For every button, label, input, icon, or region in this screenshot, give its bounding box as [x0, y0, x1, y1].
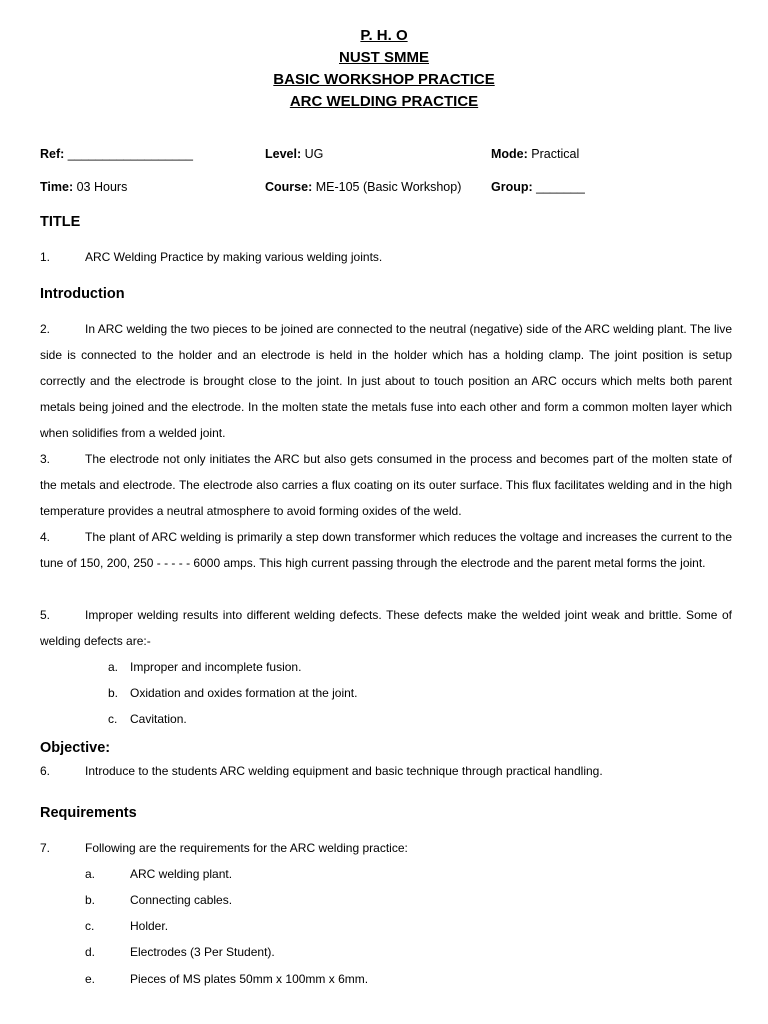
paragraph-2 — [40, 316, 732, 446]
ref-value: __________________ — [67, 147, 193, 161]
time-label: Time: — [40, 180, 74, 194]
paragraph-1-text: ARC Welding Practice by making various welding joints. — [85, 250, 383, 264]
requirement-item-letter: b. — [85, 893, 96, 907]
paragraph-5-number: 5. — [40, 608, 51, 622]
ref-label: Ref: — [40, 147, 65, 161]
level-value: UG — [304, 147, 324, 161]
paragraph-4-text: The plant of ARC welding is primarily a step down transformer which reduces the voltage and increases the current to the tune of 150, 200, 250 - - - - - 6000 amps. This high current passing through the electrode and the parent metal forms the joint. — [40, 530, 732, 570]
defect-item-text: Improper and incomplete fusion. — [130, 660, 302, 674]
paragraph-4 — [40, 524, 732, 576]
document-title: ARC WELDING PRACTICE — [289, 93, 479, 110]
mode-value: Practical — [531, 147, 580, 161]
paragraph-1-number: 1. — [40, 250, 51, 264]
course-field — [265, 179, 461, 195]
paragraph-7-number: 7. — [40, 841, 51, 855]
paragraph-3-text: The electrode not only initiates the ARC but also gets consumed in the process and becomes part of the molten state of the metals and electrode. The electrode also carries a flux coating on its outer surface. This flux facilitates welding and in the high temperature provides a neutral atmosphere to avoid forming oxides of the weld. — [40, 452, 732, 518]
paragraph-4-number: 4. — [40, 530, 51, 544]
requirement-item-text: Connecting cables. — [130, 893, 233, 907]
group-value: _______ — [536, 180, 585, 194]
paragraph-5-text: Improper welding results into different welding defects. These defects make the welded joint weak and brittle. Some of welding defects are:- — [40, 608, 732, 648]
paragraph-2-number: 2. — [40, 322, 51, 336]
requirement-item-text: Electrodes (3 Per Student). — [130, 945, 275, 959]
objective-heading: Objective: — [40, 740, 111, 756]
requirements-heading: Requirements — [40, 805, 137, 821]
paragraph-3-number: 3. — [40, 452, 51, 466]
requirement-item-letter: a. — [85, 867, 96, 881]
defect-item-letter: b. — [108, 686, 119, 700]
defect-item-text: Cavitation. — [130, 712, 187, 726]
level-label: Level: — [265, 147, 302, 161]
defect-item-text: Oxidation and oxides formation at the joint. — [130, 686, 358, 700]
course-label: Course: — [265, 180, 313, 194]
mode-field — [491, 146, 579, 162]
mode-label: Mode: — [491, 147, 528, 161]
header-line-institution: NUST SMME — [339, 49, 429, 66]
paragraph-7-text: Following are the requirements for the ARC welding practice: — [85, 841, 408, 855]
time-value: 03 Hours — [76, 180, 128, 194]
requirement-item-letter: e. — [85, 972, 96, 986]
paragraph-2-text: In ARC welding the two pieces to be joined are connected to the neutral (negative) side of the ARC welding plant. The live side is connected to the holder and an electrode is held in the holder which has a holding clamp. The joint position is setup correctly and the electrode is brought close to the joint. In just about to touch position an ARC occurs which melts both parent metals being joined and the electrode. In the molten state the metals fuse into each other and form a common molten layer which when solidifies from a welded joint. — [40, 322, 732, 440]
requirement-item-text: Pieces of MS plates 50mm x 100mm x 6mm. — [130, 972, 369, 986]
group-label: Group: — [491, 180, 533, 194]
header-line-pho: P. H. O — [360, 27, 408, 44]
time-field — [40, 179, 127, 195]
requirement-item-text: Holder. — [130, 919, 169, 933]
ref-field — [40, 146, 193, 162]
paragraph-6-text: Introduce to the students ARC welding equipment and basic technique through practical handling. — [85, 764, 603, 778]
level-field — [265, 146, 323, 162]
defect-item-letter: c. — [108, 712, 118, 726]
requirement-item-text: ARC welding plant. — [130, 867, 233, 881]
header-line-course: BASIC WORKSHOP PRACTICE — [273, 71, 495, 88]
defect-item-letter: a. — [108, 660, 119, 674]
requirement-item-letter: d. — [85, 945, 96, 959]
paragraph-6-number: 6. — [40, 764, 51, 778]
introduction-heading: Introduction — [40, 286, 125, 302]
group-field — [491, 179, 585, 195]
title-heading: TITLE — [40, 214, 81, 230]
paragraph-3 — [40, 446, 732, 524]
paragraph-5 — [40, 602, 732, 654]
requirement-item-letter: c. — [85, 919, 95, 933]
course-value: ME-105 (Basic Workshop) — [315, 180, 462, 194]
